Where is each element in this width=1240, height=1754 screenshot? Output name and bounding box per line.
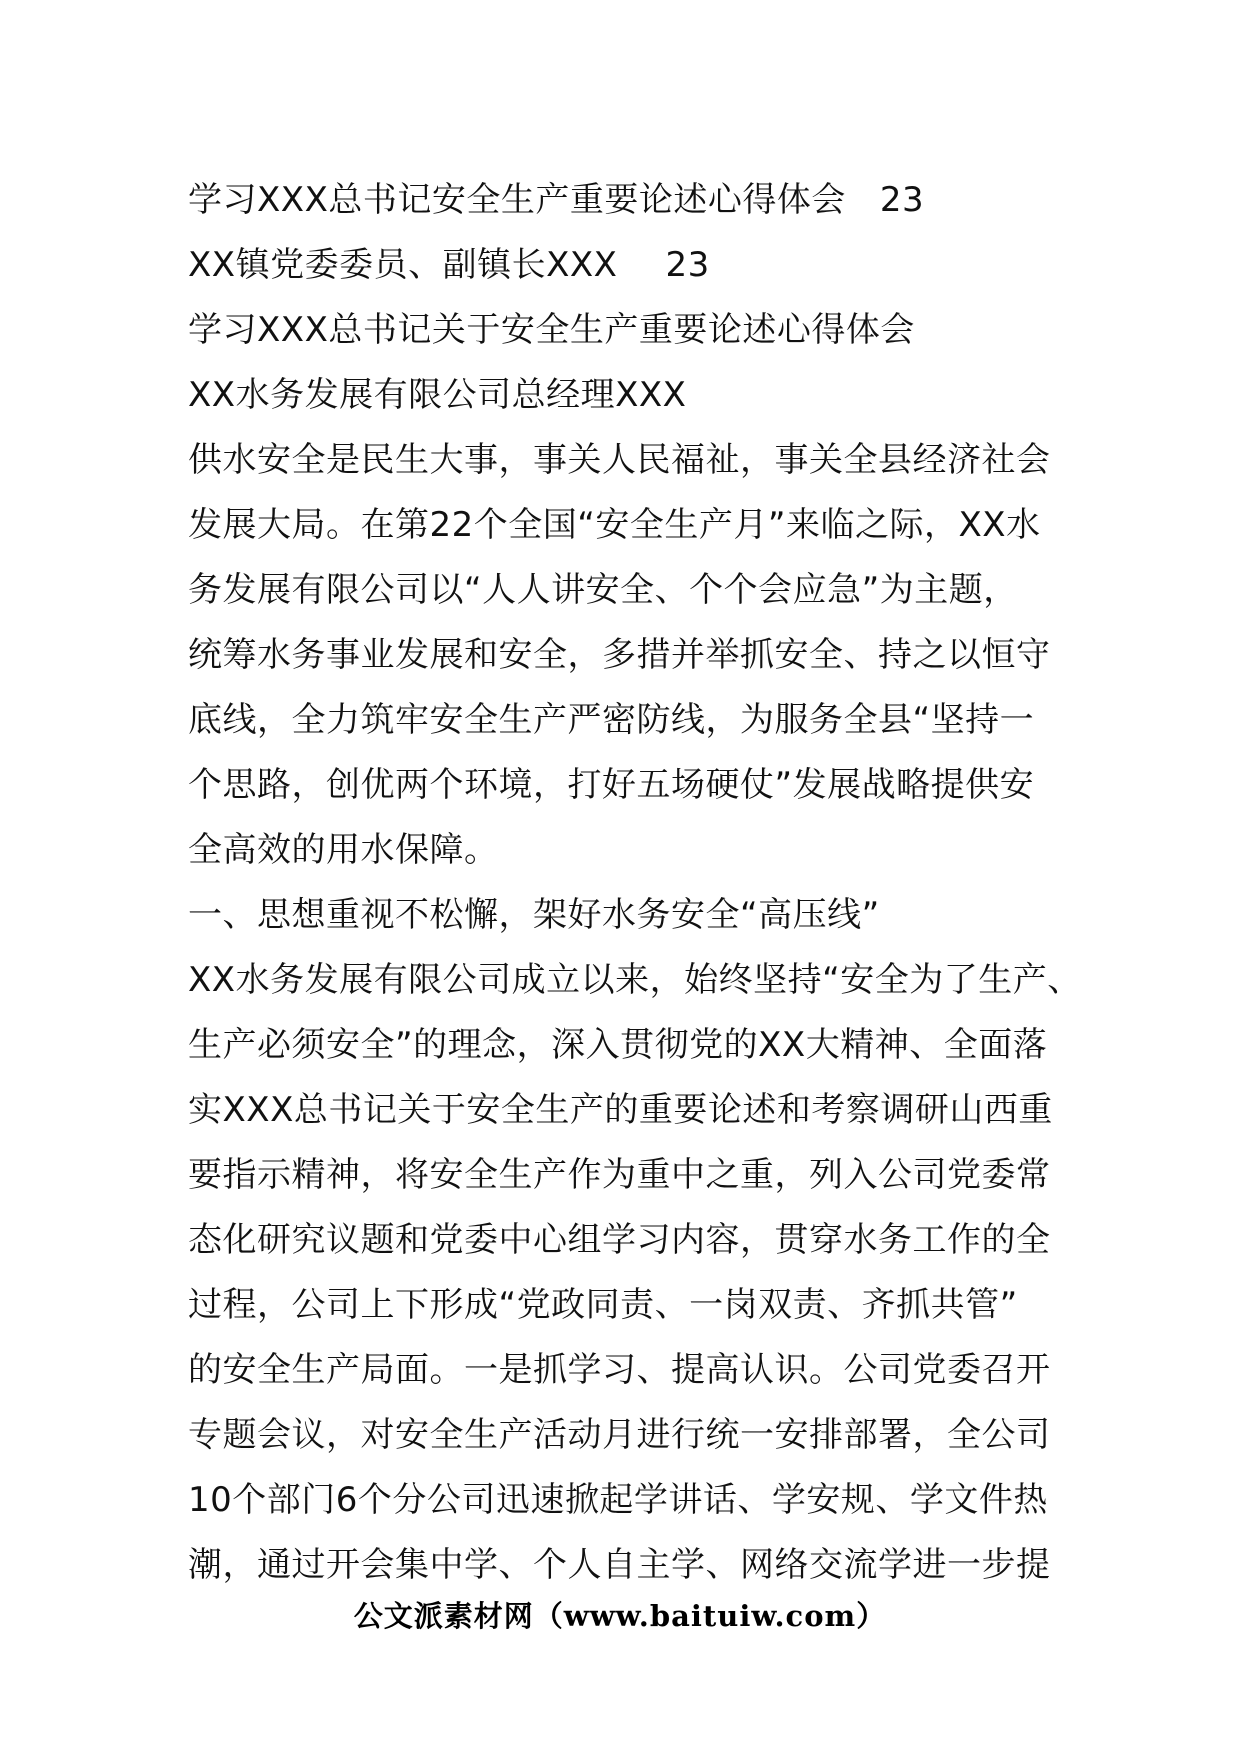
article-author: XX水务发展有限公司总经理XXX <box>188 375 687 415</box>
toc-entry-title: 学习XXX总书记安全生产重要论述心得体会 <box>188 180 846 220</box>
toc-entry[interactable] <box>188 168 1068 233</box>
body-line: 发展大局。在第22个全国“安全生产月”来临之际，XX水 <box>188 505 1041 545</box>
body-line: 个思路，创优两个环境，打好五场硬仗”发展战略提供安 <box>188 765 1035 805</box>
body-line: 全高效的用水保障。 <box>188 830 499 870</box>
body-line: 统筹水务事业发展和安全，多措并举抓安全、持之以恒守 <box>188 635 1051 675</box>
toc-entry-page: 23 <box>879 180 925 220</box>
body-line: 潮，通过开会集中学、个人自主学、网络交流学进一步提 <box>188 1545 1051 1585</box>
article-title: 学习XXX总书记关于安全生产重要论述心得体会 <box>188 310 915 350</box>
body-line: 供水安全是民生大事，事关人民福祉，事关全县经济社会 <box>188 440 1051 480</box>
body-line: 过程，公司上下形成“党政同责、一岗双责、齐抓共管” <box>188 1285 1018 1325</box>
toc-entry[interactable] <box>188 233 1068 298</box>
body-line: XX水务发展有限公司成立以来，始终坚持“安全为了生产、 <box>188 960 1082 1000</box>
document-content <box>188 168 1082 1598</box>
body-line: 实XXX总书记关于安全生产的重要论述和考察调研山西重 <box>188 1090 1053 1130</box>
body-line: 态化研究议题和党委中心组学习内容，贯穿水务工作的全 <box>188 1220 1051 1260</box>
body-line: 务发展有限公司以“人人讲安全、个个会应急”为主题， <box>188 570 1018 610</box>
page-footer-watermark: 公文派素材网（www.baituiw.com） <box>353 1599 887 1633</box>
article-body <box>188 428 1082 1598</box>
body-line: 10个部门6个分公司迅速掀起学讲话、学安规、学文件热 <box>188 1480 1048 1520</box>
body-line: 底线，全力筑牢安全生产严密防线，为服务全县“坚持一 <box>188 700 1035 740</box>
section-heading: 一、思想重视不松懈，架好水务安全“高压线” <box>188 895 880 935</box>
toc-entry-page: 23 <box>665 245 710 285</box>
toc-entry-title: XX镇党委委员、副镇长XXX <box>188 245 618 285</box>
body-line: 要指示精神，将安全生产作为重中之重，列入公司党委常 <box>188 1155 1051 1195</box>
body-line: 的安全生产局面。一是抓学习、提高认识。公司党委召开 <box>188 1350 1051 1390</box>
body-line: 专题会议，对安全生产活动月进行统一安排部署，全公司 <box>188 1415 1051 1455</box>
body-line: 生产必须安全”的理念，深入贯彻党的XX大精神、全面落 <box>188 1025 1048 1065</box>
